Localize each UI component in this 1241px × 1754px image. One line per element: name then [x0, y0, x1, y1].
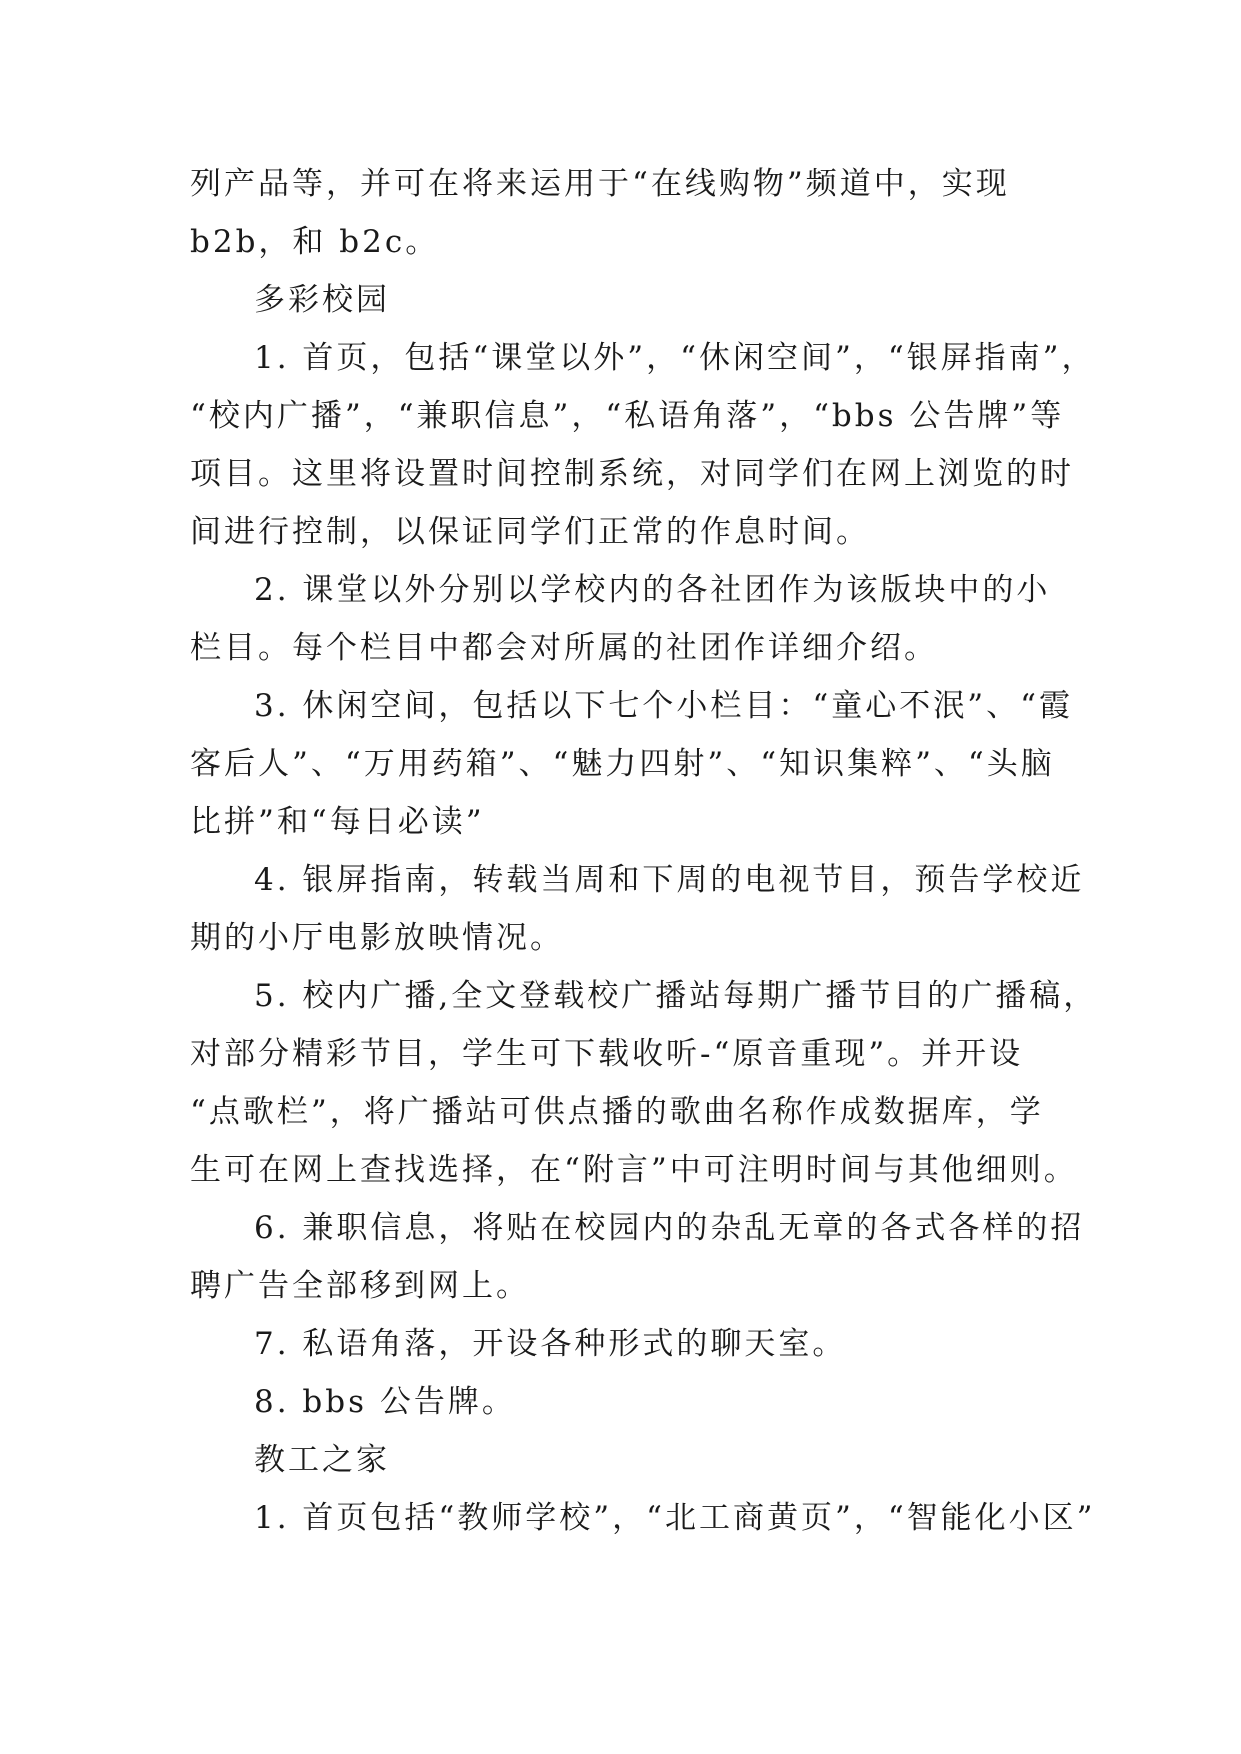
text-line: 栏目。每个栏目中都会对所属的社团作详细介绍。 — [190, 630, 938, 666]
text-line: 3. 休闲空间，包括以下七个小栏目：“童心不泯”、“霞 — [254, 688, 1073, 724]
text-line: 列产品等，并可在将来运用于“在线购物”频道中，实现 — [190, 166, 1010, 202]
text-line: 1. 首页，包括“课堂以外”，“休闲空间”，“银屏指南”， — [254, 340, 1096, 376]
section-heading: 多彩校园 — [254, 282, 390, 318]
text-line: 8. bbs 公告牌。 — [254, 1384, 516, 1420]
text-line: 5. 校内广播,全文登载校广播站每期广播节目的广播稿， — [254, 978, 1098, 1014]
text-line: 2. 课堂以外分别以学校内的各社团作为该版块中的小 — [254, 572, 1051, 608]
text-line: 6. 兼职信息，将贴在校园内的杂乱无章的各式各样的招 — [254, 1210, 1085, 1246]
text-line: b2b，和 b2c。 — [190, 224, 440, 260]
text-line: 期的小厅电影放映情况。 — [190, 920, 564, 956]
text-line: 聘广告全部移到网上。 — [190, 1268, 530, 1304]
text-line: “校内广播”，“兼职信息”，“私语角落”，“bbs 公告牌”等 — [190, 398, 1065, 434]
text-line: 客后人”、“万用药箱”、“魅力四射”、“知识集粹”、“头脑 — [190, 746, 1055, 782]
text-line: “点歌栏”，将广播站可供点播的歌曲名称作成数据库，学 — [190, 1094, 1044, 1130]
text-line: 比拼”和“每日必读” — [190, 804, 485, 840]
text-line: 7. 私语角落，开设各种形式的聊天室。 — [254, 1326, 847, 1362]
section-heading: 教工之家 — [254, 1442, 390, 1478]
text-line: 对部分精彩节目，学生可下载收听-“原音重现”。并开设 — [190, 1036, 1024, 1072]
text-line: 1. 首页包括“教师学校”，“北工商黄页”，“智能化小区” — [254, 1500, 1096, 1536]
text-line: 间进行控制，以保证同学们正常的作息时间。 — [190, 514, 870, 550]
text-line: 4. 银屏指南，转载当周和下周的电视节目，预告学校近 — [254, 862, 1085, 898]
document-body — [190, 155, 1098, 1547]
text-line: 项目。这里将设置时间控制系统，对同学们在网上浏览的时 — [190, 456, 1074, 492]
text-line: 生可在网上查找选择，在“附言”中可注明时间与其他细则。 — [190, 1152, 1078, 1188]
